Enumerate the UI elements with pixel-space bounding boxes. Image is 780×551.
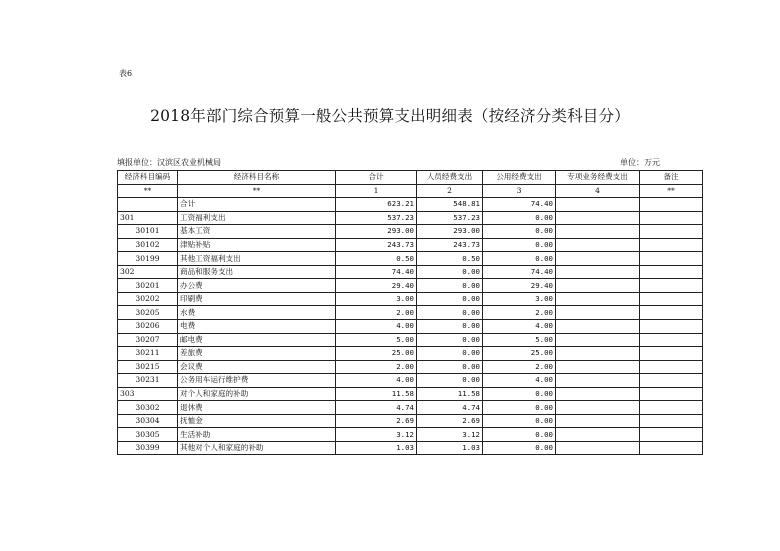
name-cell: 水费 [178, 306, 336, 320]
code-cell: 30215 [118, 360, 178, 374]
public-cell: 0.00 [483, 428, 556, 442]
total-cell: 5.00 [336, 333, 417, 347]
special-cell [556, 306, 640, 320]
total-cell: 4.00 [336, 320, 417, 334]
total-cell: 4.00 [336, 374, 417, 388]
table-row [118, 374, 703, 388]
total-cell: 3.12 [336, 428, 417, 442]
personnel-cell: 3.12 [417, 428, 483, 442]
public-cell: 3.00 [483, 292, 556, 306]
table-row [118, 414, 703, 428]
code-cell [118, 198, 178, 212]
code-cell: 301 [118, 211, 178, 225]
table-row [118, 401, 703, 415]
note-cell [640, 401, 703, 415]
total-cell: 11.58 [336, 387, 417, 401]
index-cell: 3 [483, 184, 556, 198]
index-cell: 1 [336, 184, 417, 198]
name-cell: 电费 [178, 320, 336, 334]
public-cell: 2.00 [483, 360, 556, 374]
code-cell: 30101 [118, 225, 178, 239]
code-cell: 30199 [118, 252, 178, 266]
table-row [118, 333, 703, 347]
total-cell: 29.40 [336, 279, 417, 293]
total-cell: 0.50 [336, 252, 417, 266]
special-cell [556, 238, 640, 252]
personnel-cell: 0.00 [417, 374, 483, 388]
header-row [118, 171, 703, 185]
name-cell: 差旅费 [178, 347, 336, 361]
code-cell: 30211 [118, 347, 178, 361]
header-name: 经济科目名称 [178, 171, 336, 185]
personnel-cell: 537.23 [417, 211, 483, 225]
index-cell: ** [178, 184, 336, 198]
personnel-cell: 0.00 [417, 306, 483, 320]
name-cell: 退休费 [178, 401, 336, 415]
total-cell: 2.00 [336, 306, 417, 320]
code-cell: 30207 [118, 333, 178, 347]
personnel-cell: 0.00 [417, 265, 483, 279]
special-cell [556, 401, 640, 415]
public-cell: 0.00 [483, 252, 556, 266]
note-cell [640, 387, 703, 401]
table-row [118, 225, 703, 239]
code-cell: 30302 [118, 401, 178, 415]
code-cell: 30206 [118, 320, 178, 334]
public-cell: 0.00 [483, 441, 556, 455]
index-cell: ** [118, 184, 178, 198]
name-cell: 合计 [178, 198, 336, 212]
personnel-cell: 0.00 [417, 333, 483, 347]
note-cell [640, 428, 703, 442]
public-cell: 5.00 [483, 333, 556, 347]
table-row [118, 238, 703, 252]
header-public: 公用经费支出 [483, 171, 556, 185]
personnel-cell: 293.00 [417, 225, 483, 239]
name-cell: 对个人和家庭的补助 [178, 387, 336, 401]
code-cell: 30304 [118, 414, 178, 428]
total-cell: 1.03 [336, 441, 417, 455]
note-cell [640, 374, 703, 388]
public-cell: 4.00 [483, 374, 556, 388]
note-cell [640, 225, 703, 239]
table-row [118, 360, 703, 374]
note-cell [640, 252, 703, 266]
code-cell: 30201 [118, 279, 178, 293]
public-cell: 0.00 [483, 414, 556, 428]
note-cell [640, 306, 703, 320]
personnel-cell: 0.50 [417, 252, 483, 266]
personnel-cell: 0.00 [417, 279, 483, 293]
note-cell [640, 265, 703, 279]
header-special: 专项业务经费支出 [556, 171, 640, 185]
code-cell: 30202 [118, 292, 178, 306]
header-note: 备注 [640, 171, 703, 185]
table-row [118, 441, 703, 455]
table-row [118, 279, 703, 293]
code-cell: 302 [118, 265, 178, 279]
name-cell: 邮电费 [178, 333, 336, 347]
name-cell: 商品和服务支出 [178, 265, 336, 279]
note-cell [640, 198, 703, 212]
index-cell: 2 [417, 184, 483, 198]
special-cell [556, 292, 640, 306]
note-cell [640, 414, 703, 428]
public-cell: 0.00 [483, 387, 556, 401]
special-cell [556, 374, 640, 388]
personnel-cell: 11.58 [417, 387, 483, 401]
header-personnel: 人员经费支出 [417, 171, 483, 185]
special-cell [556, 279, 640, 293]
table-row [118, 198, 703, 212]
total-cell: 2.00 [336, 360, 417, 374]
header-total: 合计 [336, 171, 417, 185]
name-cell: 基本工资 [178, 225, 336, 239]
total-cell: 74.40 [336, 265, 417, 279]
index-cell: ** [640, 184, 703, 198]
note-cell [640, 238, 703, 252]
reporting-unit: 填报单位：汉滨区农业机械局 [117, 158, 221, 167]
name-cell: 其他工资福利支出 [178, 252, 336, 266]
special-cell [556, 265, 640, 279]
public-cell: 74.40 [483, 198, 556, 212]
table-row [118, 347, 703, 361]
total-cell: 243.73 [336, 238, 417, 252]
special-cell [556, 225, 640, 239]
total-cell: 537.23 [336, 211, 417, 225]
code-cell: 30231 [118, 374, 178, 388]
note-cell [640, 333, 703, 347]
special-cell [556, 252, 640, 266]
special-cell [556, 333, 640, 347]
special-cell [556, 387, 640, 401]
index-row [118, 184, 703, 198]
special-cell [556, 347, 640, 361]
special-cell [556, 428, 640, 442]
table-row [118, 252, 703, 266]
special-cell [556, 198, 640, 212]
note-cell [640, 347, 703, 361]
total-cell: 623.21 [336, 198, 417, 212]
public-cell: 29.40 [483, 279, 556, 293]
special-cell [556, 441, 640, 455]
special-cell [556, 360, 640, 374]
currency-unit: 单位：万元 [620, 158, 660, 167]
public-cell: 0.00 [483, 211, 556, 225]
public-cell: 74.40 [483, 265, 556, 279]
code-cell: 30205 [118, 306, 178, 320]
table-row [118, 320, 703, 334]
table-row [118, 387, 703, 401]
total-cell: 25.00 [336, 347, 417, 361]
index-cell: 4 [556, 184, 640, 198]
name-cell: 抚恤金 [178, 414, 336, 428]
table-row [118, 428, 703, 442]
note-cell [640, 360, 703, 374]
personnel-cell: 243.73 [417, 238, 483, 252]
name-cell: 印刷费 [178, 292, 336, 306]
note-cell [640, 320, 703, 334]
personnel-cell: 0.00 [417, 347, 483, 361]
table-row [118, 211, 703, 225]
expenditure-table [117, 170, 703, 455]
name-cell: 工资福利支出 [178, 211, 336, 225]
name-cell: 津贴补贴 [178, 238, 336, 252]
public-cell: 4.00 [483, 320, 556, 334]
public-cell: 0.00 [483, 401, 556, 415]
note-cell [640, 292, 703, 306]
personnel-cell: 0.00 [417, 320, 483, 334]
note-cell [640, 279, 703, 293]
public-cell: 25.00 [483, 347, 556, 361]
header-code: 经济科目编码 [118, 171, 178, 185]
personnel-cell: 0.00 [417, 360, 483, 374]
table-row [118, 265, 703, 279]
personnel-cell: 548.81 [417, 198, 483, 212]
code-cell: 303 [118, 387, 178, 401]
personnel-cell: 2.69 [417, 414, 483, 428]
personnel-cell: 4.74 [417, 401, 483, 415]
special-cell [556, 320, 640, 334]
note-cell [640, 211, 703, 225]
name-cell: 公务用车运行维护费 [178, 374, 336, 388]
special-cell [556, 414, 640, 428]
code-cell: 30399 [118, 441, 178, 455]
special-cell [556, 211, 640, 225]
public-cell: 0.00 [483, 238, 556, 252]
public-cell: 2.00 [483, 306, 556, 320]
sheet-tag: 表6 [119, 69, 133, 78]
name-cell: 生活补助 [178, 428, 336, 442]
code-cell: 30305 [118, 428, 178, 442]
name-cell: 办公费 [178, 279, 336, 293]
page-title: 2018年部门综合预算一般公共预算支出明细表（按经济分类科目分） [150, 107, 630, 125]
table-row [118, 292, 703, 306]
name-cell: 会议费 [178, 360, 336, 374]
code-cell: 30102 [118, 238, 178, 252]
total-cell: 2.69 [336, 414, 417, 428]
total-cell: 4.74 [336, 401, 417, 415]
total-cell: 3.00 [336, 292, 417, 306]
name-cell: 其他对个人和家庭的补助 [178, 441, 336, 455]
note-cell [640, 441, 703, 455]
table-row [118, 306, 703, 320]
total-cell: 293.00 [336, 225, 417, 239]
personnel-cell: 0.00 [417, 292, 483, 306]
personnel-cell: 1.03 [417, 441, 483, 455]
public-cell: 0.00 [483, 225, 556, 239]
